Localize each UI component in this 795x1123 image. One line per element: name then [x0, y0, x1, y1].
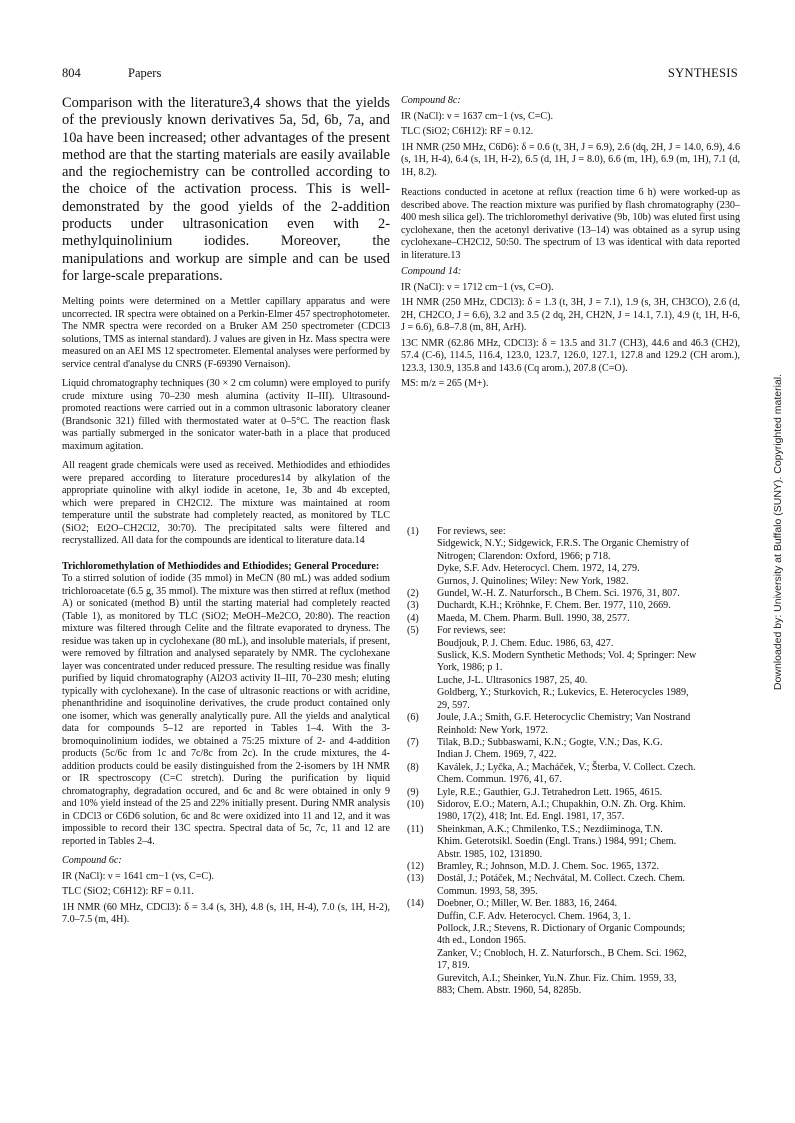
- compound-8c-title: Compound 8c:: [401, 95, 461, 106]
- reference-line: 883; Chem. Abstr. 1960, 54, 8285b.: [437, 985, 582, 997]
- reference-item: [407, 787, 740, 799]
- reference-number: (3): [407, 600, 419, 612]
- reference-item: [407, 873, 740, 898]
- download-notice: [772, 0, 788, 1123]
- reference-line: Luche, J-L. Ultrasonics 1987, 25, 40.: [437, 674, 588, 686]
- reference-number: (10): [407, 798, 424, 810]
- reference-line: Bramley, R.; Johnson, M.D. J. Chem. Soc. 1965, 1372.: [437, 860, 659, 872]
- reference-line: York, 1986; p 1.: [437, 662, 503, 674]
- reference-item: [407, 861, 740, 873]
- reference-line: Goldberg, Y.; Sturkovich, R.; Lukevics, E. Heterocycles 1989,: [437, 687, 689, 699]
- section-label: Papers: [128, 66, 162, 80]
- compound-14-ir: IR (NaCl): ν = 1712 cm−1 (vs, C=O).: [401, 281, 554, 293]
- running-header: [62, 66, 738, 82]
- reference-line: Chem. Commun. 1976, 41, 67.: [437, 774, 562, 786]
- reference-line: 29, 597.: [437, 699, 470, 711]
- compound-8c-tlc: TLC (SiO2; C6H12): RF = 0.12.: [401, 126, 534, 137]
- reference-item: [407, 613, 740, 625]
- reference-line: Suslick, K.S. Modern Synthetic Methods; Vol. 4; Springer: New: [437, 650, 697, 662]
- methods-paragraph: Melting points were determined on a Mettler capillary apparatus and were uncorrected. IR spectra were obtained on a Perkin-Elmer 457 spectrophotometer. The NMR spectra were recorded on a Bruker AM 250 spectrometer (CDCl3 solutions, TMS as internal standard). J values are given in Hz. Mass spectra were measured on an AEI MS 12 spectrometer. Elemental analyses were performed by service central d'analyse du CNRS (F-69390 Vernaison).: [62, 296, 390, 370]
- compound-14-title: Compound 14:: [401, 266, 462, 277]
- reference-item: [407, 762, 740, 787]
- reference-item: [407, 600, 740, 612]
- reference-number: (1): [407, 526, 419, 537]
- reference-line: Lyle, R.E.; Gauthier, G.J. Tetrahedron Lett. 1965, 4615.: [437, 786, 663, 798]
- compound-6c-ir: IR (NaCl): ν = 1641 cm−1 (vs, C=C).: [62, 870, 215, 882]
- left-column: [62, 95, 390, 930]
- reference-item: [407, 526, 740, 588]
- reference-line: Abstr. 1985, 102, 131890.: [437, 848, 543, 860]
- reference-line: Duffin, C.F. Adv. Heterocycl. Chem. 1964, 3, 1.: [437, 910, 631, 922]
- reference-line: Duchardt, K.H.; Kröhnke, F. Chem. Ber. 1977, 110, 2669.: [437, 600, 671, 612]
- reference-line: For reviews, see:: [437, 526, 506, 537]
- reference-line: 4th ed., London 1965.: [437, 935, 527, 947]
- journal-name: SYNTHESIS: [667, 66, 738, 80]
- compound-14-ms: MS: m/z = 265 (M+).: [401, 378, 489, 389]
- reference-item: [407, 799, 740, 824]
- compound-6c-tlc: TLC (SiO2; C6H12): RF = 0.11.: [62, 886, 194, 898]
- reference-line: Boudjouk, P. J. Chem. Educ. 1986, 63, 427.: [437, 637, 614, 649]
- reference-line: Commun. 1993, 58, 395.: [437, 885, 538, 897]
- reference-number: (7): [407, 736, 419, 748]
- compound-14-nmr: 1H NMR (250 MHz, CDCl3): δ = 1.3 (t, 3H, J = 7.1), 1.9 (s, 3H, CH3CO), 2.6 (d, 2H, CH2CO, J = 6.6), 3.2 and 3.5 (2 dq, 2H, CH2N, J = 14.1, 7.1), 4.9 (t, 1H, H-6, J = 6.6), 6.8–7.8 (m, 8H, ArH).: [401, 297, 740, 333]
- compound-6c-nmr: 1H NMR (60 MHz, CDCl3): δ = 3.4 (s, 3H), 4.8 (s, 1H, H-4), 7.0 (s, 1H, H-2), 7.0–7.5 (m, 4H).: [62, 901, 390, 926]
- reference-line: Maeda, M. Chem. Pharm. Bull. 1990, 38, 2577.: [437, 612, 630, 624]
- reference-line: Doebner, O.; Miller, W. Ber. 1883, 16, 2464.: [437, 898, 618, 910]
- reference-number: (14): [407, 898, 424, 910]
- reference-line: Sidgewick, N.Y.; Sidgewick, F.R.S. The Organic Chemistry of: [437, 538, 690, 550]
- reference-item: [407, 898, 740, 997]
- reference-item: [407, 625, 740, 712]
- procedure-paragraph: To a stirred solution of iodide (35 mmol) in MeCN (80 mL) was added sodium trichloroacetate (6.5 g, 35 mmol). The mixture was then stirred at reflux (method A) or sonicated (method B) until the starting material had completely reacted (Table 1), as monitored by TLC (SiO2; MeOH–Me2CO, 20:80). The reaction mixture was filtered through Celite and the filtrate evaporated to dryness. The residue was taken up in cyclohexane (80 mL), and insoluble materials, if present, were removed by filtration and analysed separately by NMR. The cyclohexane layer was concentrated under reduced pressure. The resulting residue was finally purified by liquid chromatography (Al2O3 activity II–III, 70–230 mesh; eluting typically with cyclohexane). In the case of ultrasonic reactions or with acridine, phenanthridine and isoquinoline derivatives, the crude product contained only one isomer, which was generally analytically pure. All the yields and analytical data for compounds 5–12 are reported in Tables 1–4. With the 3-bromoquinolinium iodides, we obtained a 75:25 mixture of 2- and 4-addition products (5c/6c from 1c and 7c/8c from 2c). In the crude mixtures, the 4-addition products could be easily distinguished from the 2-isomers by 1H NMR or IR spectroscopy (C=C stretch). During the purification by liquid chromatography, degradation occured, and 6c and 8c were obtained in only 9 and 10% yield instead of the 25 and 22% initially present. During NMR analysis in CDCl3 or C6D6 solution, 6c and 8c were oxidized into 11 and 12, and it was impossible to record their 13C spectra. Spectral data of 5c, 7c, 11 and 12 are reported in Tables 2–4.: [62, 573, 390, 847]
- reference-line: Zanker, V.; Cnobloch, H. Z. Naturforsch., B Chem. Sci. 1962,: [437, 947, 687, 959]
- page-number: 804: [62, 66, 81, 80]
- reference-number: (2): [407, 588, 419, 600]
- reference-line: Sheinkman, A.K.; Chmilenko, T.S.; Nezdiiminoga, T.N.: [437, 823, 663, 835]
- reference-number: (5): [407, 625, 419, 637]
- reference-number: (11): [407, 823, 424, 835]
- reference-line: Kaválek, J.; Lyčka, A.; Macháček, V.; Šterba, V. Collect. Czech.: [437, 761, 696, 773]
- reference-line: Khim. Geterotsikl. Soedin (Engl. Trans.) 1984, 991; Chem.: [437, 836, 677, 848]
- reference-line: 17, 819.: [437, 960, 470, 972]
- reference-line: Gundel, W.-H. Z. Naturforsch., B Chem. Sci. 1976, 31, 807.: [437, 588, 680, 600]
- intro-paragraph: Comparison with the literature3,4 shows that the yields of the previously known derivatives 5a, 5d, 6b, 7a, and 10a have been increased; other advantages of the present method are that the starting materials are easily available and the regiochemistry can be controlled according to the choice of the activation process. This is well-demonstrated by the good yields of the 2-addition products under ultrasonication even with 2-methylquinolinium iodides. Moreover, the manipulations and workup are simple and can be used for large-scale preparations.: [62, 95, 390, 284]
- reference-line: Joule, J.A.; Smith, G.F. Heterocyclic Chemistry; Van Nostrand: [437, 712, 691, 724]
- compound-14-cnmr: 13C NMR (62.86 MHz, CDCl3): δ = 13.5 and 31.7 (CH3), 44.6 and 46.3 (CH2), 57.4 (C-6), 114.5, 116.4, 123.0, 123.7, 126.0, 127.1, 127.8 and 129.2 (CH arom.), 123.3, 130.9, 135.8 and 143.6 (Cq arom.), 207.8 (C=O).: [401, 337, 740, 374]
- reference-line: Pollock, J.R.; Stevens, R. Dictionary of Organic Compounds;: [437, 923, 686, 934]
- reference-item: [407, 712, 740, 737]
- download-notice-text: Downloaded by: University at Buffalo (SUNY). Copyrighted material.: [772, 373, 784, 691]
- reference-number: (8): [407, 761, 419, 773]
- reference-number: (6): [407, 712, 419, 724]
- reference-item: [407, 737, 740, 762]
- reference-number: (4): [407, 612, 419, 624]
- reference-line: Dyke, S.F. Adv. Heterocycl. Chem. 1972, 14, 279.: [437, 563, 640, 575]
- reference-line: Sidorov, E.O.; Matern, A.I.; Chupakhin, O.N. Zh. Org. Khim.: [437, 798, 686, 810]
- compound-6c-title: Compound 6c:: [62, 855, 122, 867]
- reference-line: Tilak, B.D.; Subbaswami, K.N.; Gogte, V.N.; Das, K.G.: [437, 736, 663, 748]
- reference-line: For reviews, see:: [437, 625, 506, 637]
- reference-line: 1980, 17(2), 418; Int. Ed. Engl. 1981, 17, 357.: [437, 811, 625, 823]
- references-list: [407, 526, 740, 997]
- reference-line: Nitrogen; Clarendon: Oxford, 1966; p 718.: [437, 550, 611, 562]
- reference-line: Reinhold: New York, 1972.: [437, 724, 549, 736]
- reference-number: (9): [407, 786, 419, 798]
- compound-8c-ir: IR (NaCl): ν = 1637 cm−1 (vs, C=C).: [401, 110, 554, 122]
- reference-line: Gurnos, J. Quinolines; Wiley: New York, 1982.: [437, 575, 629, 587]
- acetone-paragraph: Reactions conducted in acetone at reflux (reaction time 6 h) were worked-up as described above. The reaction mixture was purified by flash chromatography (230–400 mesh silica gel). The trichloromethyl derivative (9b, 10b) was eluted first using cyclohexane, then the acetonyl derivative (13–14) was obtained as a syrup using cyclohexane–CH2Cl2, 50:50. The spectrum of 13 was identical with data reported in literature.13: [401, 187, 740, 261]
- reference-line: Dostál, J.; Potáček, M.; Nechvátal, M. Collect. Czech. Chem.: [437, 873, 686, 885]
- right-column: [401, 95, 740, 394]
- procedure-heading: Trichloromethylation of Methiodides and Ethiodides; General Procedure:: [62, 560, 380, 572]
- reference-number: (13): [407, 873, 424, 885]
- reagents-paragraph: All reagent grade chemicals were used as received. Methiodides and ethiodides were prepared according to literature procedures14 by alkylation of the appropriate quinoline with alkyl iodide in acetone, 1e, 3b and 4b excepted, which were prepared in CH2Cl2. The mixture was maintained at room temperature until the substrate had completely reacted, as monitored by TLC (SiO2; Et2O–CH2Cl2, 30:70). The precipitated salts were filtered and recrystallized. All data for the compounds are identical to literature data.14: [62, 460, 390, 547]
- compound-8c-nmr: 1H NMR (250 MHz, C6D6): δ = 0.6 (t, 3H, J = 6.9), 2.6 (dq, 2H, J = 14.0, 6.9), 4.6 (s, 1H, H-4), 6.4 (s, 1H, H-2), 6.5 (d, 1H, J = 8.0), 6.6 (m, 1H), 6.9 (m, 1H), 7.1 (d, 1H, 8.2).: [401, 141, 740, 178]
- reference-item: [407, 588, 740, 600]
- reference-line: Indian J. Chem. 1969, 7, 422.: [437, 749, 557, 761]
- reference-number: (12): [407, 860, 424, 872]
- reference-line: Gurevitch, A.I.; Sheinker, Yu.N. Zhur. Fiz. Chim. 1959, 33,: [437, 972, 677, 984]
- chromatography-paragraph: Liquid chromatography techniques (30 × 2 cm column) were employed to purify crude mixture using 70–230 mesh alumina (activity II–III). Ultrasound-promoted reactions were carried out in a common ultrasonic laboratory cleaner (Brandsonic 321) filled with thermostated water at 0–5°C. The reaction flask was partially submerged in the sonicator water-bath in a place that produced maximum agitation.: [62, 378, 390, 452]
- reference-item: [407, 824, 740, 861]
